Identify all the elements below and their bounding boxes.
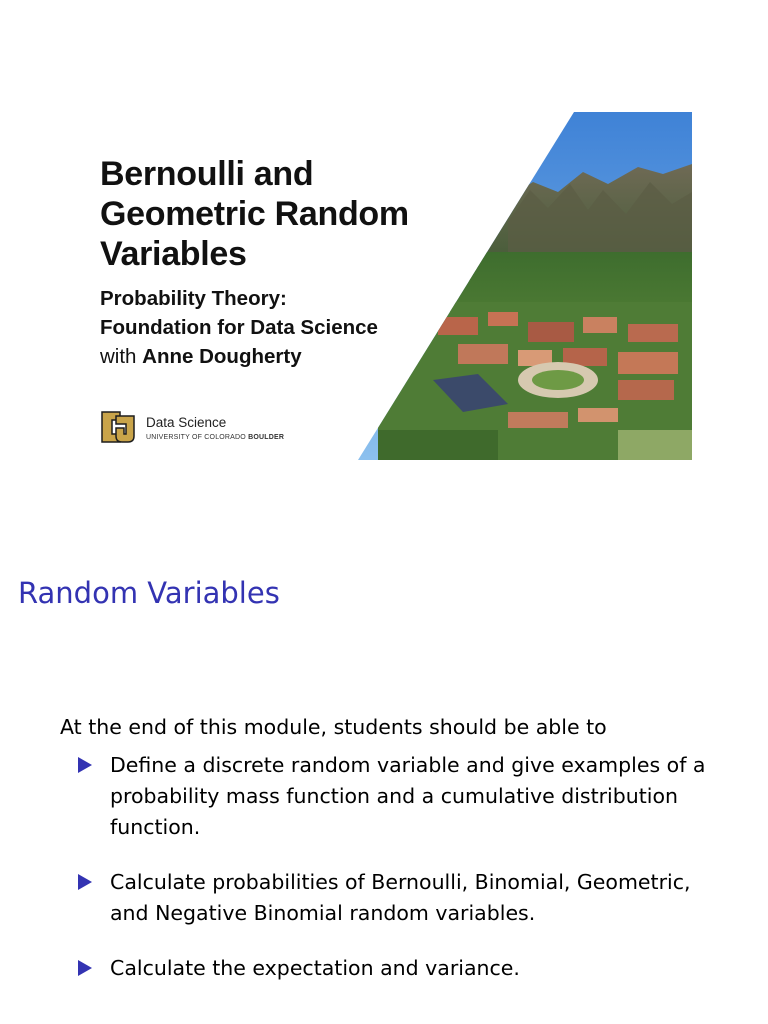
- section-heading: Random Variables: [18, 576, 280, 610]
- slide-title: [100, 154, 500, 274]
- objective-text: [110, 953, 718, 984]
- logo-name: Data Science: [146, 415, 227, 430]
- university-campus: BOULDER: [248, 434, 285, 441]
- objective-line: Calculate probabilities of Bernoulli, Binomial, Geometric,: [110, 870, 691, 894]
- list-item: [78, 750, 718, 843]
- triangle-bullet-icon: [78, 960, 92, 976]
- slide-title-line: Bernoulli and: [100, 155, 314, 193]
- objective-line: probability mass function and a cumulative distribution: [110, 784, 679, 808]
- slide-subtitle: [100, 284, 500, 371]
- cu-logo-icon: [100, 410, 136, 444]
- triangle-bullet-icon: [78, 874, 92, 890]
- objective-text: [110, 750, 718, 843]
- objectives-list: [78, 750, 718, 984]
- triangle-bullet-icon: [78, 757, 92, 773]
- title-slide: [78, 112, 692, 460]
- course-name-line: Probability Theory:: [100, 287, 287, 310]
- objective-line: function.: [110, 815, 201, 839]
- objective-line: Calculate the expectation and variance.: [110, 956, 520, 980]
- slide-title-line: Geometric Random: [100, 195, 409, 233]
- list-item: [78, 867, 718, 929]
- objectives-intro: At the end of this module, students should be able to: [60, 715, 607, 739]
- instructor-line: [100, 342, 500, 371]
- course-name-line: Foundation for Data Science: [100, 316, 378, 339]
- with-prefix: with: [100, 345, 143, 368]
- list-item: [78, 953, 718, 984]
- logo-university: [146, 434, 284, 441]
- instructor-name: Anne Dougherty: [142, 345, 302, 368]
- objective-line: and Negative Binomial random variables.: [110, 901, 536, 925]
- university-prefix: UNIVERSITY OF COLORADO: [146, 434, 249, 441]
- objective-line: Define a discrete random variable and give examples of a: [110, 753, 706, 777]
- slide-title-line: Variables: [100, 235, 247, 273]
- objective-text: [110, 867, 718, 929]
